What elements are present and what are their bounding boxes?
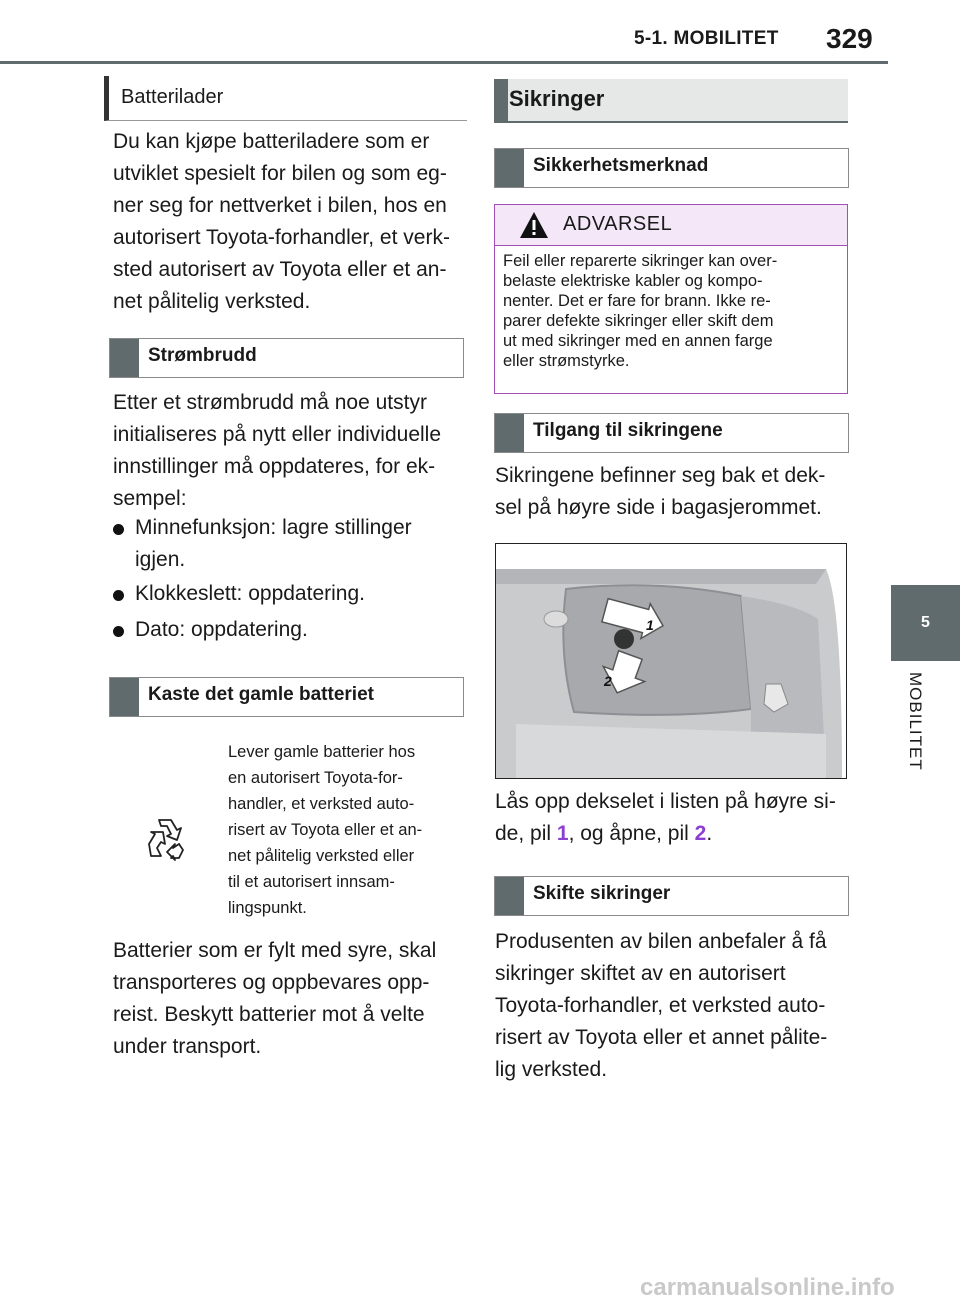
figure-label-1: 1 — [646, 617, 654, 633]
batterilader-heading — [104, 76, 467, 121]
text-line: Toyota-forhandler, et verksted auto- — [495, 994, 826, 1017]
skifte-heading-text: Skifte sikringer — [533, 883, 671, 904]
chapter-label — [895, 672, 935, 802]
warning-line: parer defekte sikringer eller skift dem — [503, 312, 774, 330]
text-line: utviklet spesielt for bilen og som eg- — [113, 162, 447, 185]
sikringer-heading-text: Sikringer — [509, 86, 605, 111]
text-part: . — [706, 822, 713, 845]
list-item-text: igjen. — [135, 548, 186, 571]
chapter-label-text: MOBILITET — [906, 672, 925, 771]
sikkerhet-heading-text: Sikkerhetsmerknad — [533, 155, 709, 176]
header-rule — [0, 61, 888, 64]
kaste-heading — [109, 677, 464, 717]
instruction-text — [495, 786, 855, 850]
note-line: Lever gamle batterier hos — [228, 743, 416, 761]
text-line: lig verksted. — [495, 1058, 608, 1081]
list-item — [113, 512, 453, 576]
list-item — [113, 578, 453, 610]
note-line: net pålitelig verksted eller — [228, 847, 415, 865]
chapter-tab: 5 — [891, 585, 960, 661]
strombrudd-text — [113, 387, 473, 515]
list-item — [113, 614, 453, 646]
note-line: handler, et verksted auto- — [228, 795, 415, 813]
tilgang-heading — [494, 413, 849, 453]
skifte-heading — [494, 876, 849, 916]
warning-icon — [519, 211, 549, 239]
arrow-number-2: 2 — [694, 822, 707, 845]
text-line: innstillinger må oppdateres, for ek- — [113, 455, 436, 478]
arrow-number-1: 1 — [556, 822, 569, 845]
text-part: de, pil — [495, 822, 557, 845]
warning-title: ADVARSEL — [563, 213, 673, 235]
heading-bar — [494, 79, 508, 121]
list-item-text: Minnefunksjon: lagre stillinger — [135, 516, 412, 539]
page-number: 329 — [826, 23, 873, 54]
warning-line: Feil eller reparerte sikringer kan over- — [503, 252, 778, 270]
text-line: Lås opp dekselet i listen på høyre si- — [495, 790, 836, 813]
note-line: til et autorisert innsam- — [228, 873, 395, 891]
warning-line: belaste elektriske kabler og kompo- — [503, 272, 763, 290]
text-line: Sikringene befinner seg bak et dek- — [495, 464, 826, 487]
strombrudd-heading-text: Strømbrudd — [148, 345, 257, 366]
bullet-icon — [113, 590, 124, 601]
list-item-text: Dato: oppdatering. — [135, 618, 308, 641]
watermark: carmanualsonline.info — [640, 1274, 895, 1301]
kaste-heading-text: Kaste det gamle batteriet — [148, 684, 374, 705]
text-line: Du kan kjøpe batteriladere som er — [113, 130, 430, 153]
text-line: reist. Beskytt batterier mot å velte — [113, 1003, 425, 1026]
strombrudd-heading — [109, 338, 464, 378]
warning-header — [495, 205, 847, 246]
text-line: Produsenten av bilen anbefaler å få — [495, 930, 827, 953]
kaste-text — [113, 935, 473, 1063]
warning-line: ut med sikringer med en annen farge — [503, 332, 773, 350]
note-line: en autorisert Toyota-for- — [228, 769, 403, 787]
text-line: ner seg for nettverket i bilen, hos en — [113, 194, 447, 217]
batterilader-text — [113, 126, 473, 318]
heading-bar — [110, 339, 139, 377]
warning-line: eller strømstyrke. — [503, 352, 630, 370]
recycling-note — [228, 739, 468, 921]
text-line: net pålitelig verksted. — [113, 290, 311, 313]
note-line: risert av Toyota eller et an- — [228, 821, 423, 839]
text-line: sel på høyre side i bagasjerommet. — [495, 496, 822, 519]
batterilader-heading-text: Batterilader — [121, 86, 224, 108]
text-line: risert av Toyota eller et annet pålite- — [495, 1026, 828, 1049]
skifte-text — [495, 926, 855, 1086]
text-line: under transport. — [113, 1035, 262, 1058]
warning-box — [494, 204, 848, 394]
heading-bar — [495, 414, 524, 452]
warning-line: nenter. Det er fare for brann. Ikke re- — [503, 292, 771, 310]
fuse-cover-illustration — [495, 543, 847, 779]
heading-bar — [110, 678, 139, 716]
text-line — [495, 818, 855, 850]
warning-text — [503, 251, 837, 371]
text-line: autorisert Toyota-forhandler, et verk- — [113, 226, 450, 249]
tilgang-heading-text: Tilgang til sikringene — [533, 420, 723, 441]
sikkerhet-heading — [494, 148, 849, 188]
note-line: lingspunkt. — [228, 899, 307, 917]
heading-bar — [495, 877, 524, 915]
list-item-text: Klokkeslett: oppdatering. — [135, 582, 365, 605]
text-line: sempel: — [113, 487, 187, 510]
text-line: initialiseres på nytt eller individuelle — [113, 423, 442, 446]
section-title: 5-1. MOBILITET — [634, 28, 779, 49]
heading-bar — [495, 149, 524, 187]
text-line: transporteres og oppbevares opp- — [113, 971, 430, 994]
tilgang-text — [495, 460, 855, 524]
text-line: sikringer skiftet av en autorisert — [495, 962, 786, 985]
text-line: Batterier som er fylt med syre, skal — [113, 939, 437, 962]
text-line: Etter et strømbrudd må noe utstyr — [113, 391, 427, 414]
bullet-icon — [113, 626, 124, 637]
recycle-icon — [141, 814, 189, 866]
sikringer-heading — [494, 79, 848, 123]
bullet-icon — [113, 524, 124, 535]
figure-label-2: 2 — [604, 673, 612, 689]
text-part: , og åpne, pil — [568, 822, 695, 845]
text-line: sted autorisert av Toyota eller et an- — [113, 258, 447, 281]
